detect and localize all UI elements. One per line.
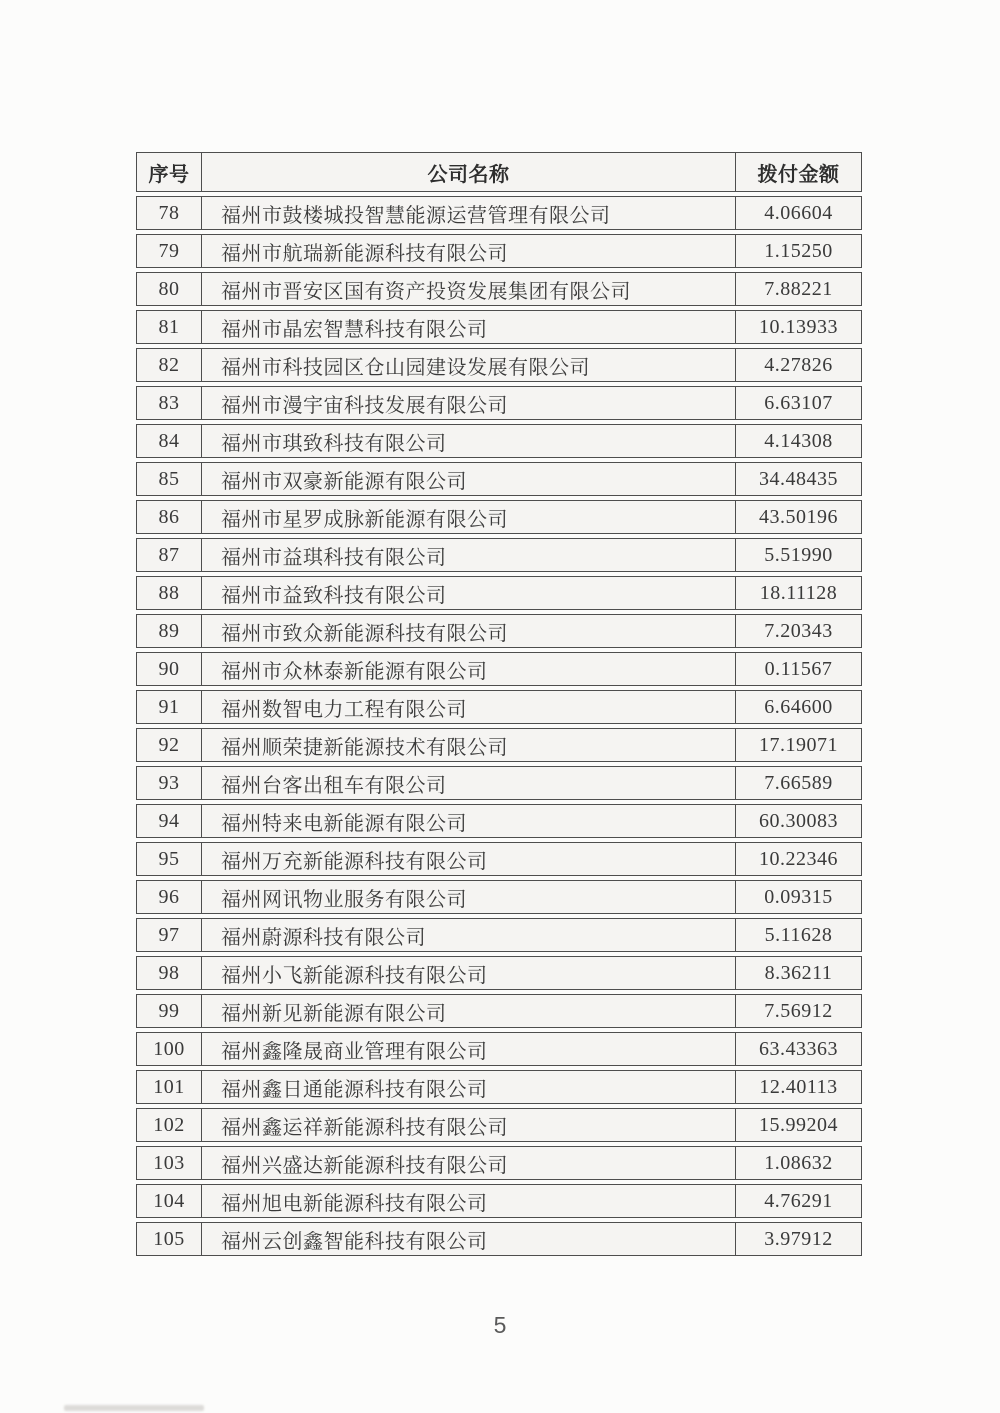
row-company-name: 福州台客出租车有限公司 (202, 766, 736, 800)
row-payment-amount: 4.27826 (736, 348, 862, 382)
row-company-name: 福州鑫日通能源科技有限公司 (202, 1070, 736, 1104)
row-serial-number: 94 (136, 804, 202, 838)
table-row (136, 880, 862, 914)
row-payment-amount: 0.09315 (736, 880, 862, 914)
row-serial-number: 82 (136, 348, 202, 382)
row-payment-amount: 8.36211 (736, 956, 862, 990)
table-row (136, 272, 862, 306)
row-serial-number: 101 (136, 1070, 202, 1104)
table-row (136, 1070, 862, 1104)
row-company-name: 福州市晶宏智慧科技有限公司 (202, 310, 736, 344)
header-serial-number: 序号 (136, 152, 202, 192)
row-company-name: 福州小飞新能源科技有限公司 (202, 956, 736, 990)
row-serial-number: 96 (136, 880, 202, 914)
row-company-name: 福州鑫运祥新能源科技有限公司 (202, 1108, 736, 1142)
row-serial-number: 81 (136, 310, 202, 344)
row-serial-number: 85 (136, 462, 202, 496)
row-payment-amount: 43.50196 (736, 500, 862, 534)
row-serial-number: 95 (136, 842, 202, 876)
row-payment-amount: 10.22346 (736, 842, 862, 876)
row-payment-amount: 4.06604 (736, 196, 862, 230)
row-company-name: 福州鑫隆晟商业管理有限公司 (202, 1032, 736, 1066)
row-payment-amount: 5.11628 (736, 918, 862, 952)
row-payment-amount: 0.11567 (736, 652, 862, 686)
page-number: 5 (493, 1312, 507, 1338)
table-row (136, 310, 862, 344)
row-company-name: 福州市晋安区国有资产投资发展集团有限公司 (202, 272, 736, 306)
table-body (136, 196, 862, 1256)
row-company-name: 福州市漫宇宙科技发展有限公司 (202, 386, 736, 420)
row-serial-number: 98 (136, 956, 202, 990)
table-row (136, 1146, 862, 1180)
row-serial-number: 83 (136, 386, 202, 420)
row-payment-amount: 7.56912 (736, 994, 862, 1028)
row-serial-number: 84 (136, 424, 202, 458)
table-row (136, 690, 862, 724)
table-row (136, 652, 862, 686)
row-serial-number: 105 (136, 1222, 202, 1256)
row-payment-amount: 6.63107 (736, 386, 862, 420)
row-company-name: 福州蔚源科技有限公司 (202, 918, 736, 952)
scan-artifact (64, 1405, 204, 1411)
row-company-name: 福州市科技园区仓山园建设发展有限公司 (202, 348, 736, 382)
row-payment-amount: 7.66589 (736, 766, 862, 800)
table-row (136, 956, 862, 990)
payment-table (136, 152, 862, 1260)
row-payment-amount: 18.11128 (736, 576, 862, 610)
row-serial-number: 88 (136, 576, 202, 610)
row-payment-amount: 7.88221 (736, 272, 862, 306)
table-row (136, 348, 862, 382)
row-payment-amount: 5.51990 (736, 538, 862, 572)
row-payment-amount: 12.40113 (736, 1070, 862, 1104)
row-company-name: 福州旭电新能源科技有限公司 (202, 1184, 736, 1218)
row-company-name: 福州市星罗成脉新能源有限公司 (202, 500, 736, 534)
row-company-name: 福州特来电新能源有限公司 (202, 804, 736, 838)
row-payment-amount: 34.48435 (736, 462, 862, 496)
row-serial-number: 78 (136, 196, 202, 230)
table-row (136, 1184, 862, 1218)
row-payment-amount: 3.97912 (736, 1222, 862, 1256)
row-serial-number: 99 (136, 994, 202, 1028)
table-row (136, 500, 862, 534)
row-company-name: 福州云创鑫智能科技有限公司 (202, 1222, 736, 1256)
row-serial-number: 104 (136, 1184, 202, 1218)
row-company-name: 福州数智电力工程有限公司 (202, 690, 736, 724)
table-row (136, 576, 862, 610)
table-row (136, 614, 862, 648)
table-row (136, 538, 862, 572)
table-row (136, 804, 862, 838)
row-payment-amount: 1.08632 (736, 1146, 862, 1180)
row-serial-number: 93 (136, 766, 202, 800)
table-row (136, 234, 862, 268)
row-payment-amount: 15.99204 (736, 1108, 862, 1142)
row-company-name: 福州市琪致科技有限公司 (202, 424, 736, 458)
row-serial-number: 86 (136, 500, 202, 534)
header-payment-amount: 拨付金额 (736, 152, 862, 192)
row-company-name: 福州万充新能源科技有限公司 (202, 842, 736, 876)
row-payment-amount: 10.13933 (736, 310, 862, 344)
row-company-name: 福州兴盛达新能源科技有限公司 (202, 1146, 736, 1180)
row-serial-number: 92 (136, 728, 202, 762)
row-serial-number: 102 (136, 1108, 202, 1142)
header-company-name: 公司名称 (202, 152, 736, 192)
row-company-name: 福州市益琪科技有限公司 (202, 538, 736, 572)
row-payment-amount: 60.30083 (736, 804, 862, 838)
table-row (136, 462, 862, 496)
table-row (136, 918, 862, 952)
table-row (136, 1032, 862, 1066)
row-payment-amount: 7.20343 (736, 614, 862, 648)
row-company-name: 福州顺荣捷新能源技术有限公司 (202, 728, 736, 762)
table-row (136, 386, 862, 420)
row-serial-number: 91 (136, 690, 202, 724)
row-serial-number: 79 (136, 234, 202, 268)
row-company-name: 福州市益致科技有限公司 (202, 576, 736, 610)
table-row (136, 1222, 862, 1256)
row-company-name: 福州市致众新能源科技有限公司 (202, 614, 736, 648)
row-payment-amount: 17.19071 (736, 728, 862, 762)
row-serial-number: 89 (136, 614, 202, 648)
row-serial-number: 103 (136, 1146, 202, 1180)
row-payment-amount: 1.15250 (736, 234, 862, 268)
row-company-name: 福州新见新能源有限公司 (202, 994, 736, 1028)
row-payment-amount: 63.43363 (736, 1032, 862, 1066)
row-payment-amount: 4.14308 (736, 424, 862, 458)
table-row (136, 766, 862, 800)
row-payment-amount: 4.76291 (736, 1184, 862, 1218)
row-payment-amount: 6.64600 (736, 690, 862, 724)
table-header-row (136, 152, 862, 192)
row-serial-number: 80 (136, 272, 202, 306)
row-company-name: 福州市航瑞新能源科技有限公司 (202, 234, 736, 268)
table-row (136, 728, 862, 762)
row-company-name: 福州市双豪新能源有限公司 (202, 462, 736, 496)
row-company-name: 福州网讯物业服务有限公司 (202, 880, 736, 914)
table-row (136, 1108, 862, 1142)
row-serial-number: 87 (136, 538, 202, 572)
row-serial-number: 97 (136, 918, 202, 952)
row-company-name: 福州市鼓楼城投智慧能源运营管理有限公司 (202, 196, 736, 230)
row-serial-number: 90 (136, 652, 202, 686)
table-row (136, 196, 862, 230)
table-row (136, 842, 862, 876)
table-row (136, 994, 862, 1028)
row-company-name: 福州市众林泰新能源有限公司 (202, 652, 736, 686)
row-serial-number: 100 (136, 1032, 202, 1066)
table-row (136, 424, 862, 458)
